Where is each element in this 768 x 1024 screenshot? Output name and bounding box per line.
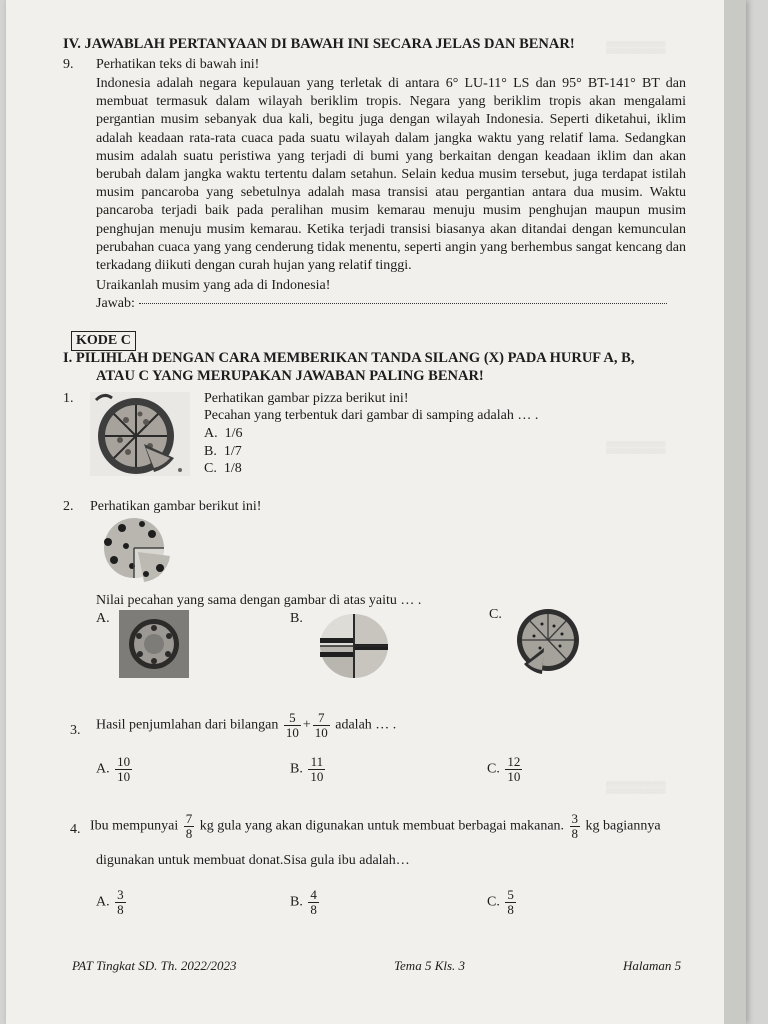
fraction (570, 812, 581, 841)
denominator: 8 (571, 826, 579, 841)
denominator: 8 (185, 826, 193, 841)
option-a[interactable] (96, 888, 128, 917)
bleed-through-text: ▒▒▒▒▒▒▒ (606, 40, 666, 54)
option-letter: C. (204, 461, 217, 476)
fraction (308, 888, 319, 917)
question-4-line2: digunakan untuk membuat donat.Sisa gula ibu adalah… (96, 853, 410, 868)
question-4-prompt (90, 812, 661, 841)
option-value: 1/7 (223, 444, 242, 459)
denominator: 10 (117, 769, 131, 784)
option-a-letter[interactable]: A. (96, 611, 110, 626)
option-c-letter[interactable]: C. (489, 607, 502, 622)
footer-page-number: Halaman 5 (623, 958, 682, 973)
option-a[interactable] (96, 755, 134, 784)
denominator: 10 (507, 769, 521, 784)
question-number: 9. (63, 57, 74, 72)
pizza-image (90, 392, 190, 476)
page-edge (724, 0, 746, 1024)
option-letter: B. (290, 761, 303, 777)
option-a-donut-image[interactable] (119, 610, 189, 678)
section-iv-title: IV. JAWABLAH PERTANYAAN DI BAWAH INI SECARA JELAS DAN BENAR! (63, 36, 575, 52)
numerator: 4 (310, 887, 317, 902)
numerator: 3 (571, 811, 579, 826)
question-number: 4. (70, 822, 81, 837)
numerator: 10 (117, 754, 131, 769)
option-letter: C. (487, 761, 500, 777)
fraction (505, 888, 516, 917)
fraction (313, 711, 330, 740)
numerator: 3 (117, 887, 124, 902)
option-letter: A. (96, 894, 110, 910)
option-b[interactable] (290, 888, 321, 917)
option-value: 1/6 (224, 426, 243, 441)
footer-exam-label: PAT Tingkat SD. Th. 2022/2023 (72, 958, 237, 973)
answer-line[interactable] (139, 303, 667, 304)
answer-label: Jawab: (96, 296, 135, 311)
fraction (115, 888, 126, 917)
numerator: 7 (313, 711, 330, 726)
question-4-text: Ibu mempunyai (90, 818, 179, 834)
numerator: 5 (507, 887, 514, 902)
option-c[interactable] (204, 459, 242, 478)
option-letter: A. (204, 426, 218, 441)
question-2-instruction: Perhatikan gambar berikut ini! (90, 499, 262, 514)
question-3-suffix: adalah … . (335, 717, 397, 733)
fraction (184, 812, 195, 841)
fraction (115, 755, 132, 784)
option-value: 1/8 (223, 461, 242, 476)
bleed-through-text: ▒▒▒▒▒▒▒ (606, 440, 666, 454)
plus-sign: + (302, 717, 311, 733)
bleed-through-text: ▒▒▒▒▒▒▒ (606, 780, 666, 794)
option-b-cake-image[interactable] (318, 610, 390, 680)
exam-page (6, 0, 746, 1024)
section-i-title: I. PILIHLAH DENGAN CARA MEMBERIKAN TANDA SILANG (X) PADA HURUF A, B, (63, 350, 635, 366)
question-3-prefix: Hasil penjumlahan dari bilangan (96, 717, 279, 733)
option-letter: A. (96, 761, 110, 777)
question-9-paragraph: Indonesia adalah negara kepulauan yang terletak di antara 6° LU-11° LS dan 95° BT-141° BT dan membuat termasuk dalam wilayah beriklim tropis. Negara yang beriklim tropis akan mengalami pergantian musim sebanyak dua kali, begitu juga dengan wilayah Indonesia. Seperti diketahui, iklim adalah keadaan rata-rata cuaca pada suatu wilayah dalam jangka waktu yang relatif lama. Sedangkan musim adalah suatu peristiwa yang terjadi di bumi yang berkaitan dengan keadaan iklim dan akan berubah dalam jangka waktu tertentu dalam setahun. Selain kedua musim tersebut, juga terdapat istilah musim pancaroba yang sebetulnya adalah masa transisi atau pergantian antara dua musim. Waktu pancaroba terjadi baik pada peralihan musim kemarau menuju musim penghujan maupun musim penghujan menuju musim kemarau. Ketika terjadi transisi biasanya akan ditandai dengan kemunculan perubahan cuaca yang yang cenderung tidak menentu, seperti angin yang berhembus sangat kencang dan terkadang diikuti dengan curah hujan yang relatif tinggi. (96, 76, 686, 274)
numerator: 12 (507, 754, 521, 769)
question-number: 3. (70, 723, 81, 738)
option-a[interactable] (204, 424, 243, 443)
section-i-title-line2: ATAU C YANG MERUPAKAN JAWABAN PALING BENAR! (96, 368, 484, 384)
fraction (284, 711, 301, 740)
option-b[interactable] (290, 755, 327, 784)
question-1-instruction: Perhatikan gambar pizza berikut ini! (204, 391, 409, 406)
option-c[interactable] (487, 888, 518, 917)
question-9-prompt: Uraikanlah musim yang ada di Indonesia! (96, 278, 331, 293)
option-letter: C. (487, 894, 500, 910)
denominator: 8 (310, 902, 317, 917)
option-b-letter[interactable]: B. (290, 611, 303, 626)
numerator: 5 (284, 711, 301, 726)
cookie-image (94, 516, 180, 582)
numerator: 7 (185, 811, 193, 826)
denominator: 10 (310, 769, 324, 784)
option-letter: B. (204, 444, 217, 459)
exam-code: KODE C (71, 331, 136, 351)
footer-theme: Tema 5 Kls. 3 (394, 958, 466, 973)
question-number: 2. (63, 499, 74, 514)
question-1-prompt: Pecahan yang terbentuk dari gambar di samping adalah … . (204, 408, 539, 423)
question-number: 1. (63, 391, 74, 406)
question-4-text: kg bagiannya (585, 818, 661, 834)
option-c[interactable] (487, 755, 524, 784)
denominator: 8 (507, 902, 514, 917)
numerator: 11 (308, 755, 325, 770)
fraction (308, 755, 325, 784)
option-letter: B. (290, 894, 303, 910)
denominator: 10 (314, 725, 328, 740)
question-4-text: kg gula yang akan digunakan untuk membuat berbagai makanan. (199, 818, 565, 834)
fraction (505, 755, 522, 784)
denominator: 10 (285, 725, 299, 740)
question-3-prompt (96, 711, 396, 740)
question-2-prompt: Nilai pecahan yang sama dengan gambar di atas yaitu … . (96, 593, 422, 608)
question-9-intro: Perhatikan teks di bawah ini! (96, 57, 260, 72)
option-c-watermelon-image[interactable] (514, 608, 584, 680)
denominator: 8 (117, 902, 124, 917)
